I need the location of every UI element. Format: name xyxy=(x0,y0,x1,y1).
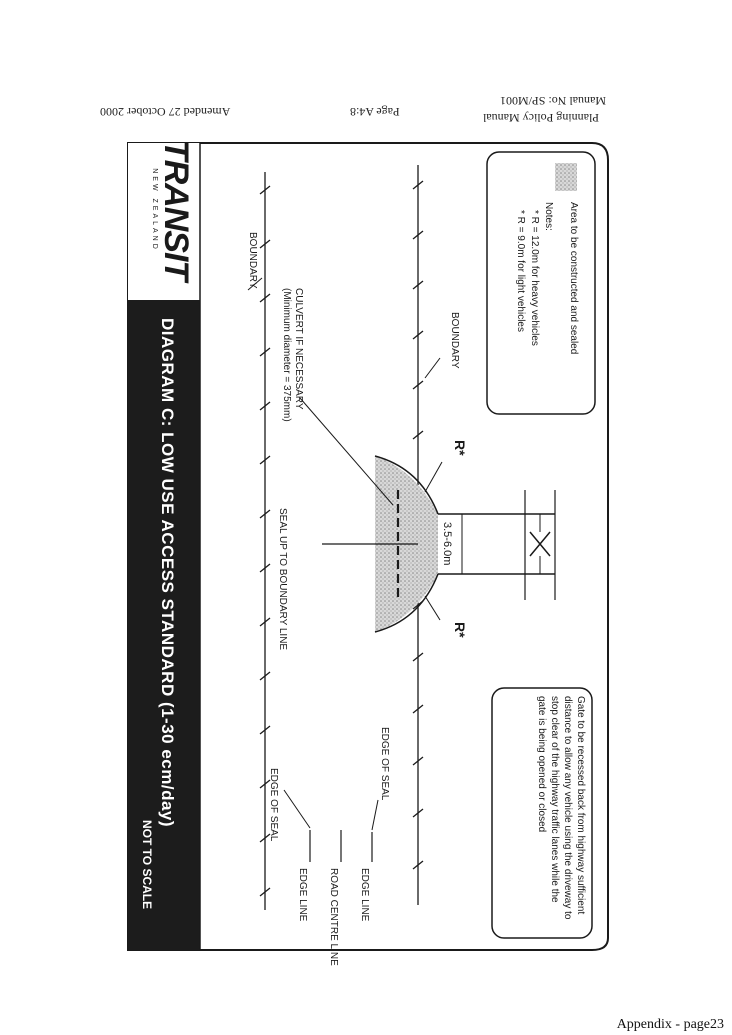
culvert-leader xyxy=(300,398,393,505)
legend-notes-heading: Notes: xyxy=(543,202,554,231)
edge-line-label-bottom: EDGE LINE xyxy=(297,868,308,922)
culvert-label: CULVERT IF NECESSARY xyxy=(293,288,304,410)
manual-title: Planning Policy Manual xyxy=(483,111,599,125)
page-footer: Appendix - page23 xyxy=(616,1017,724,1032)
gate-note xyxy=(536,696,586,920)
edge-of-seal-label-bottom: EDGE OF SEAL xyxy=(268,768,279,842)
boundary-label-top: BOUNDARY xyxy=(449,312,460,369)
transit-logo xyxy=(151,140,195,285)
culvert-diameter-label: (Minimum diameter = 375mm) xyxy=(281,288,292,422)
legend-area-text: Area to be constructed and sealed xyxy=(568,202,579,355)
boundary-label-bottom: BOUNDARY xyxy=(247,232,258,289)
width-label: 3.5-6.0m xyxy=(441,522,453,566)
edge-of-seal-label-top: EDGE OF SEAL xyxy=(379,727,390,801)
edge-line-label-top: EDGE LINE xyxy=(359,868,370,922)
radius-label-left: R* xyxy=(452,440,468,456)
not-to-scale-label: NOT TO SCALE xyxy=(140,820,154,910)
legend-note-2: * R = 9.0m for light vehicles xyxy=(515,210,526,332)
logo-text: TRANSIT xyxy=(157,139,195,281)
logo-subtext: NEW ZEALAND xyxy=(151,168,158,252)
seal-label: SEAL UP TO BOUNDARY LINE xyxy=(277,508,288,651)
legend-note-1: * R = 12.0m for heavy vehicles xyxy=(529,210,540,346)
road-centre-line-label: ROAD CENTRE LINE xyxy=(328,868,339,966)
legend-shade-swatch xyxy=(555,163,577,191)
amended-date: Amended 27 October 2000 xyxy=(100,105,231,119)
page-number: Page A4:8 xyxy=(350,105,400,119)
gate-note-line-2: distance to allow any vehicle using the driveway to xyxy=(562,696,573,920)
gate-note-line-1: Gate to be recessed back from highway sufficient xyxy=(575,696,586,915)
manual-number: Manual No: SP/M001 xyxy=(500,94,607,108)
gate-note-line-4: gate is being opened or closed xyxy=(536,696,547,833)
gate-note-line-3: stop clear of the highway traffic lanes while the xyxy=(549,696,560,903)
radius-label-right: R* xyxy=(452,622,468,638)
diagram-title: DIAGRAM C: LOW USE ACCESS STANDARD (1-30 ecm/day) xyxy=(158,318,177,828)
gate-icon xyxy=(530,532,550,556)
